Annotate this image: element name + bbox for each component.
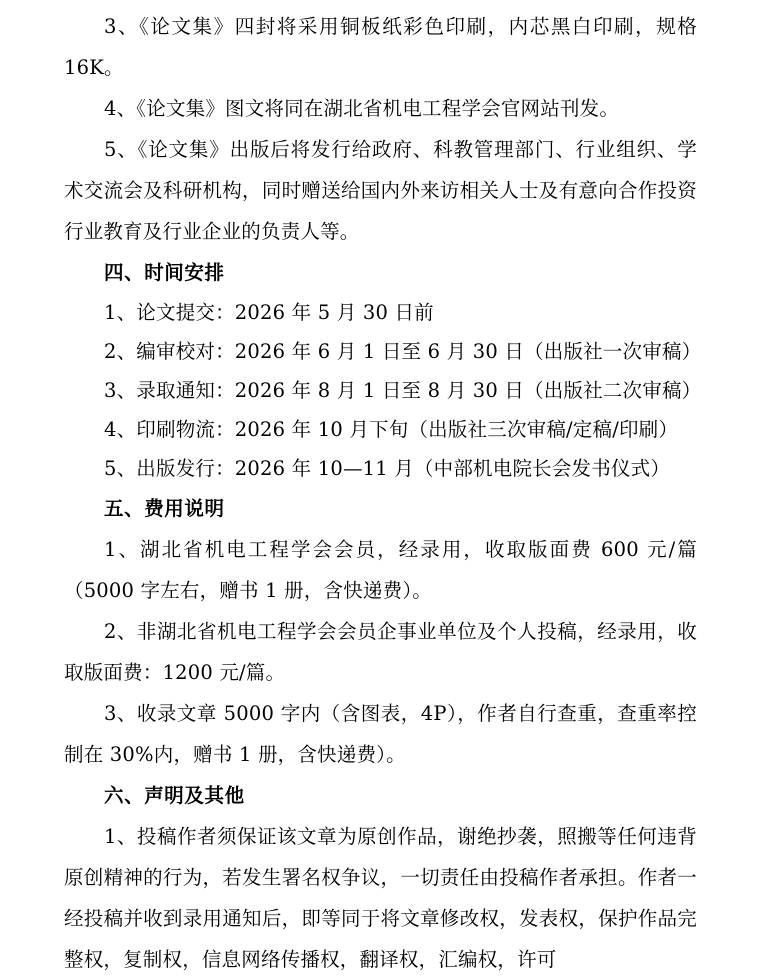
- paragraph-item-5-distribute: 5、《论文集》出版后将发行给政府、科教管理部门、行业组织、学术交流会及科研机构，同时赠送给国内外来访相关人士及有意向合作投资行业教育及行业企业的负责人等。: [64, 138, 697, 243]
- paragraph-schedule-3: 3、录取通知：2026 年 8 月 1 日至 8 月 30 日（出版社二次审稿）: [104, 379, 702, 402]
- paragraph-schedule-5: 5、出版发行：2026 年 10—11 月（中部机电院长会发书仪式）: [104, 457, 671, 480]
- paragraph-schedule-4: 4、印刷物流：2026 年 10 月下旬（出版社三次审稿/定稿/印刷）: [104, 418, 679, 441]
- paragraph-item-4-publish-web: 4、《论文集》图文将同在湖北省机电工程学会官网站刊发。: [104, 97, 620, 120]
- paragraph-item-3-print: 3、《论文集》四封将采用铜板纸彩色印刷，内芯黑白印刷，规格 16K。: [64, 15, 697, 79]
- paragraph-fee-1: 1、湖北省机电工程学会会员，经录用，收取版面费 600 元/篇（5000 字左右，赠书 1 册，含快递费）。: [64, 538, 697, 602]
- heading-section-6: 六、声明及其他: [104, 784, 245, 807]
- heading-section-5: 五、费用说明: [104, 497, 225, 520]
- paragraph-schedule-2: 2、编审校对：2026 年 6 月 1 日至 6 月 30 日（出版社一次审稿）: [104, 340, 702, 363]
- heading-section-4: 四、时间安排: [104, 261, 225, 284]
- paragraph-fee-2: 2、非湖北省机电工程学会会员企事业单位及个人投稿，经录用，收取版面费：1200 元/篇。: [64, 620, 697, 684]
- paragraph-statement-1: 1、投稿作者须保证该文章为原创作品，谢绝抄袭，照搬等任何违背原创精神的行为，若发生署名权争议，一切责任由投稿作者承担。作者一经投稿并收到录用通知后，即等同于将文章修改权，发表权，保护作品完整权，复制权，信息网络传播权，翻译权，汇编权，许可: [64, 825, 697, 971]
- paragraph-fee-3: 3、收录文章 5000 字内（含图表，4P），作者自行查重，查重率控制在 30%内，赠书 1 册，含快递费）。: [64, 702, 697, 766]
- paragraph-schedule-1: 1、论文提交：2026 年 5 月 30 日前: [104, 301, 434, 324]
